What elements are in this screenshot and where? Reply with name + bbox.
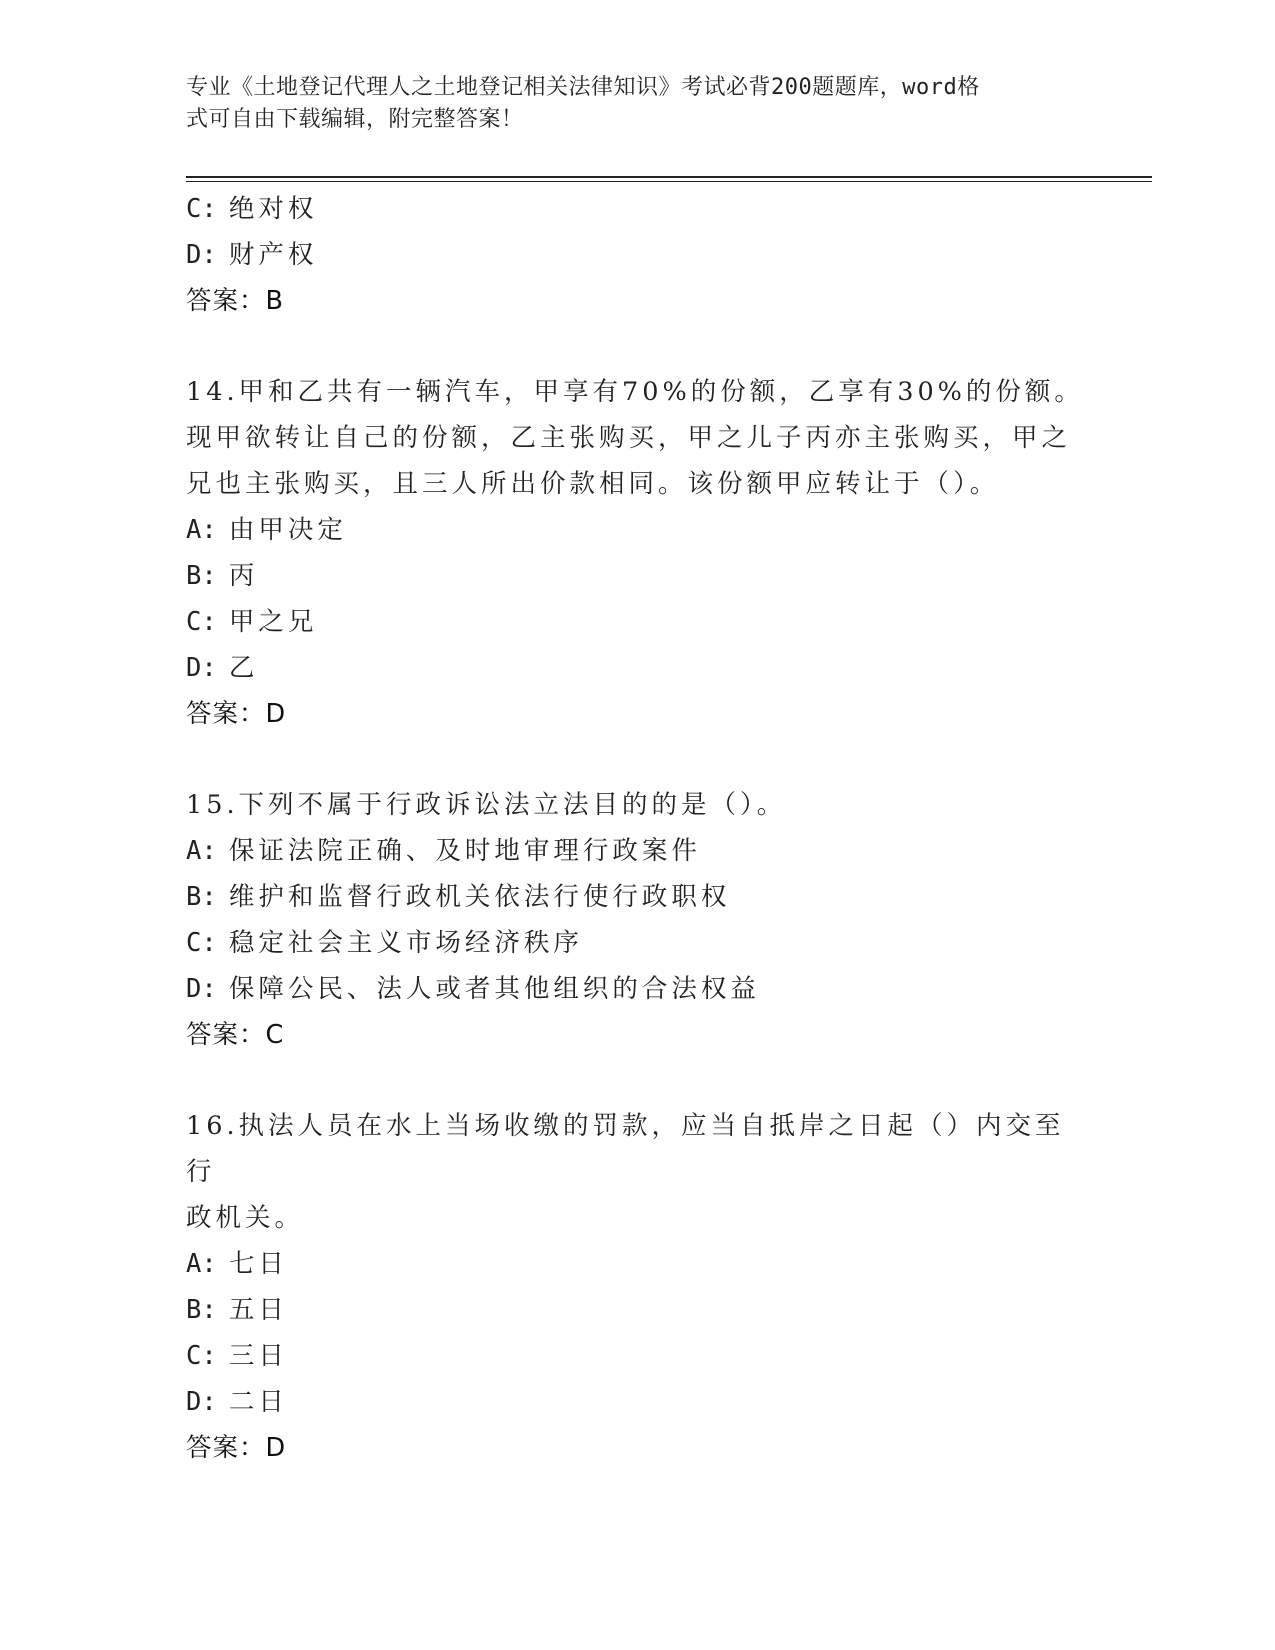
question-13-tail: [186, 186, 1086, 324]
option-label: D:: [186, 653, 217, 683]
option-text: 保证法院正确、及时地审理行政案件: [228, 836, 701, 866]
header-divider-thick: [186, 176, 1152, 178]
option-text: 保障公民、法人或者其他组织的合法权益: [228, 974, 760, 1004]
question-14: [186, 369, 1086, 737]
option-text: 绝对权: [228, 194, 318, 224]
header-title-line-1: 专业《土地登记代理人之土地登记相关法律知识》考试必背200题题库，word格: [186, 75, 980, 100]
option-c: [186, 186, 1086, 232]
stem-line: 政机关。: [186, 1203, 305, 1233]
question-16: [186, 1103, 1086, 1471]
option-b: [186, 1287, 1086, 1333]
option-text: 财产权: [228, 240, 318, 270]
option-label: C:: [186, 607, 217, 637]
option-text: 五日: [228, 1295, 288, 1325]
option-a: [186, 828, 1086, 874]
answer-line: 答案：D: [186, 1433, 287, 1463]
option-label: B:: [186, 561, 217, 591]
header-title-line-2: 式可自由下载编辑，附完整答案！: [186, 107, 524, 132]
answer-line: 答案：D: [186, 699, 287, 729]
option-text: 七日: [228, 1249, 288, 1279]
option-label: D:: [186, 1387, 217, 1417]
option-label: C:: [186, 928, 217, 958]
option-b: [186, 874, 1086, 920]
option-label: A:: [186, 1249, 217, 1279]
question-stem: [186, 782, 1086, 828]
stem-line: 14.甲和乙共有一辆汽车，甲享有70%的份额，乙享有30%的份额。: [186, 377, 1084, 407]
option-d: [186, 966, 1086, 1012]
option-text: 甲之兄: [228, 607, 318, 637]
question-stem: [186, 369, 1086, 507]
option-label: D:: [186, 240, 217, 270]
option-a: [186, 507, 1086, 553]
option-text: 二日: [228, 1387, 288, 1417]
option-c: [186, 920, 1086, 966]
stem-line: 兄也主张购买，且三人所出价款相同。该份额甲应转让于（）。: [186, 469, 1000, 499]
answer-line: 答案：C: [186, 1020, 285, 1050]
option-label: C:: [186, 1341, 217, 1371]
page-header: [186, 72, 1066, 136]
option-text: 三日: [228, 1341, 288, 1371]
stem-line: 15.下列不属于行政诉讼法立法目的的是（）。: [186, 790, 787, 820]
stem-line: 现甲欲转让自己的份额，乙主张购买，甲之儿子丙亦主张购买，甲之: [186, 423, 1072, 453]
option-label: A:: [186, 836, 217, 866]
option-b: [186, 553, 1086, 599]
option-label: C:: [186, 194, 217, 224]
option-text: 由甲决定: [228, 515, 347, 545]
option-a: [186, 1241, 1086, 1287]
option-d: [186, 1379, 1086, 1425]
option-c: [186, 1333, 1086, 1379]
question-stem: [186, 1103, 1086, 1241]
option-label: A:: [186, 515, 217, 545]
option-label: B:: [186, 882, 217, 912]
option-text: 维护和监督行政机关依法行使行政职权: [228, 882, 731, 912]
header-divider-thin: [186, 181, 1152, 182]
option-c: [186, 599, 1086, 645]
answer-line: 答案：B: [186, 286, 284, 316]
option-d: [186, 232, 1086, 278]
option-text: 丙: [228, 561, 259, 591]
stem-line: 16.执法人员在水上当场收缴的罚款，应当自抵岸之日起（）内交至行: [186, 1111, 1065, 1187]
option-label: B:: [186, 1295, 217, 1325]
option-label: D:: [186, 974, 217, 1004]
question-15: [186, 782, 1086, 1058]
option-text: 稳定社会主义市场经济秩序: [228, 928, 583, 958]
option-text: 乙: [228, 653, 259, 683]
option-d: [186, 645, 1086, 691]
question-list: [186, 186, 1086, 1471]
